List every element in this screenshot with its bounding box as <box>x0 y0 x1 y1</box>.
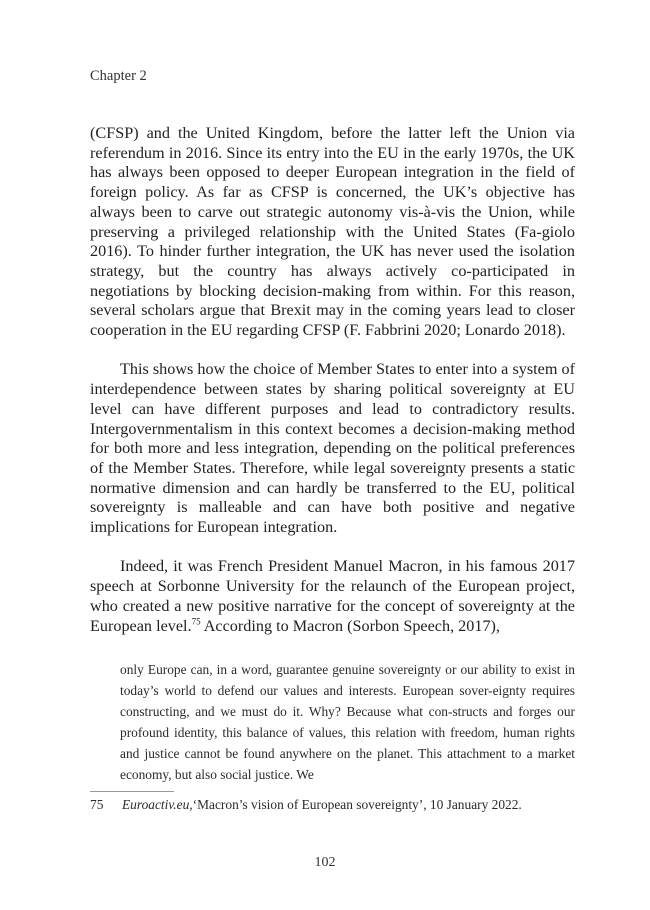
footnote-reference: 75 <box>191 616 201 627</box>
paragraph-3-text: Indeed, it was French President Manuel Macron, in his famous 2017 speech at Sorbonne University for the relaunch of the European project, who created a new positive narrative for the concept of sovereignty at the European level. <box>90 557 575 635</box>
footnote-source: Euroactiv.eu, <box>122 797 193 812</box>
running-head: Chapter 2 <box>90 68 147 84</box>
paragraph-3 <box>90 557 575 636</box>
footnote-number: 75 <box>90 797 104 812</box>
main-text <box>90 124 575 636</box>
page-number: 102 <box>314 855 336 870</box>
footnote-divider <box>90 791 174 792</box>
footnote <box>90 796 575 814</box>
paragraph-3-continuation: According to Macron (Sorbon Speech, 2017), <box>200 616 500 635</box>
paragraph-2: This shows how the choice of Member States to enter into a system of interdependence between states by sharing political sovereignty at EU level can have different purposes and lead to contradictory results. Intergovernmentalism in this context becomes a decision-making method for both more and less integration, depending on the political preferences of the Member States. Therefore, while legal sovereignty presents a static normative dimension and can hardly be transferred to the EU, political sovereignty is malleable and can have both positive and negative implications for European integration. <box>90 360 575 537</box>
footnote-text: ‘Macron’s vision of European sovereignty’, 10 January 2022. <box>192 797 522 812</box>
paragraph-1: (CFSP) and the United Kingdom, before the latter left the Union via referendum in 2016. Since its entry into the EU in the early 1970s, the UK has always been opposed to deeper European integration in the field of foreign policy. As far as CFSP is concerned, the UK’s objective has always been to carve out strategic autonomy vis-à-vis the Union, while preserving a privileged relationship with the United States (Fa-giolo 2016). To hinder further integration, the UK has never used the isolation strategy, but the country has always actively co-participated in negotiations by blocking decision-making from within. For this reason, several scholars argue that Brexit may in the coming years lead to closer cooperation in the EU regarding CFSP (F. Fabbrini 2020; Lonardo 2018). <box>90 124 575 340</box>
block-quote: only Europe can, in a word, guarantee genuine sovereignty or our ability to exist in today’s world to defend our values and interests. European sover-eignty requires constructing, and we must do it. Why? Because what con-structs and forges our profound identity, this balance of values, this relation with freedom, human rights and justice cannot be found anywhere on the planet. This attachment to a market economy, but also social justice. We <box>120 662 575 782</box>
